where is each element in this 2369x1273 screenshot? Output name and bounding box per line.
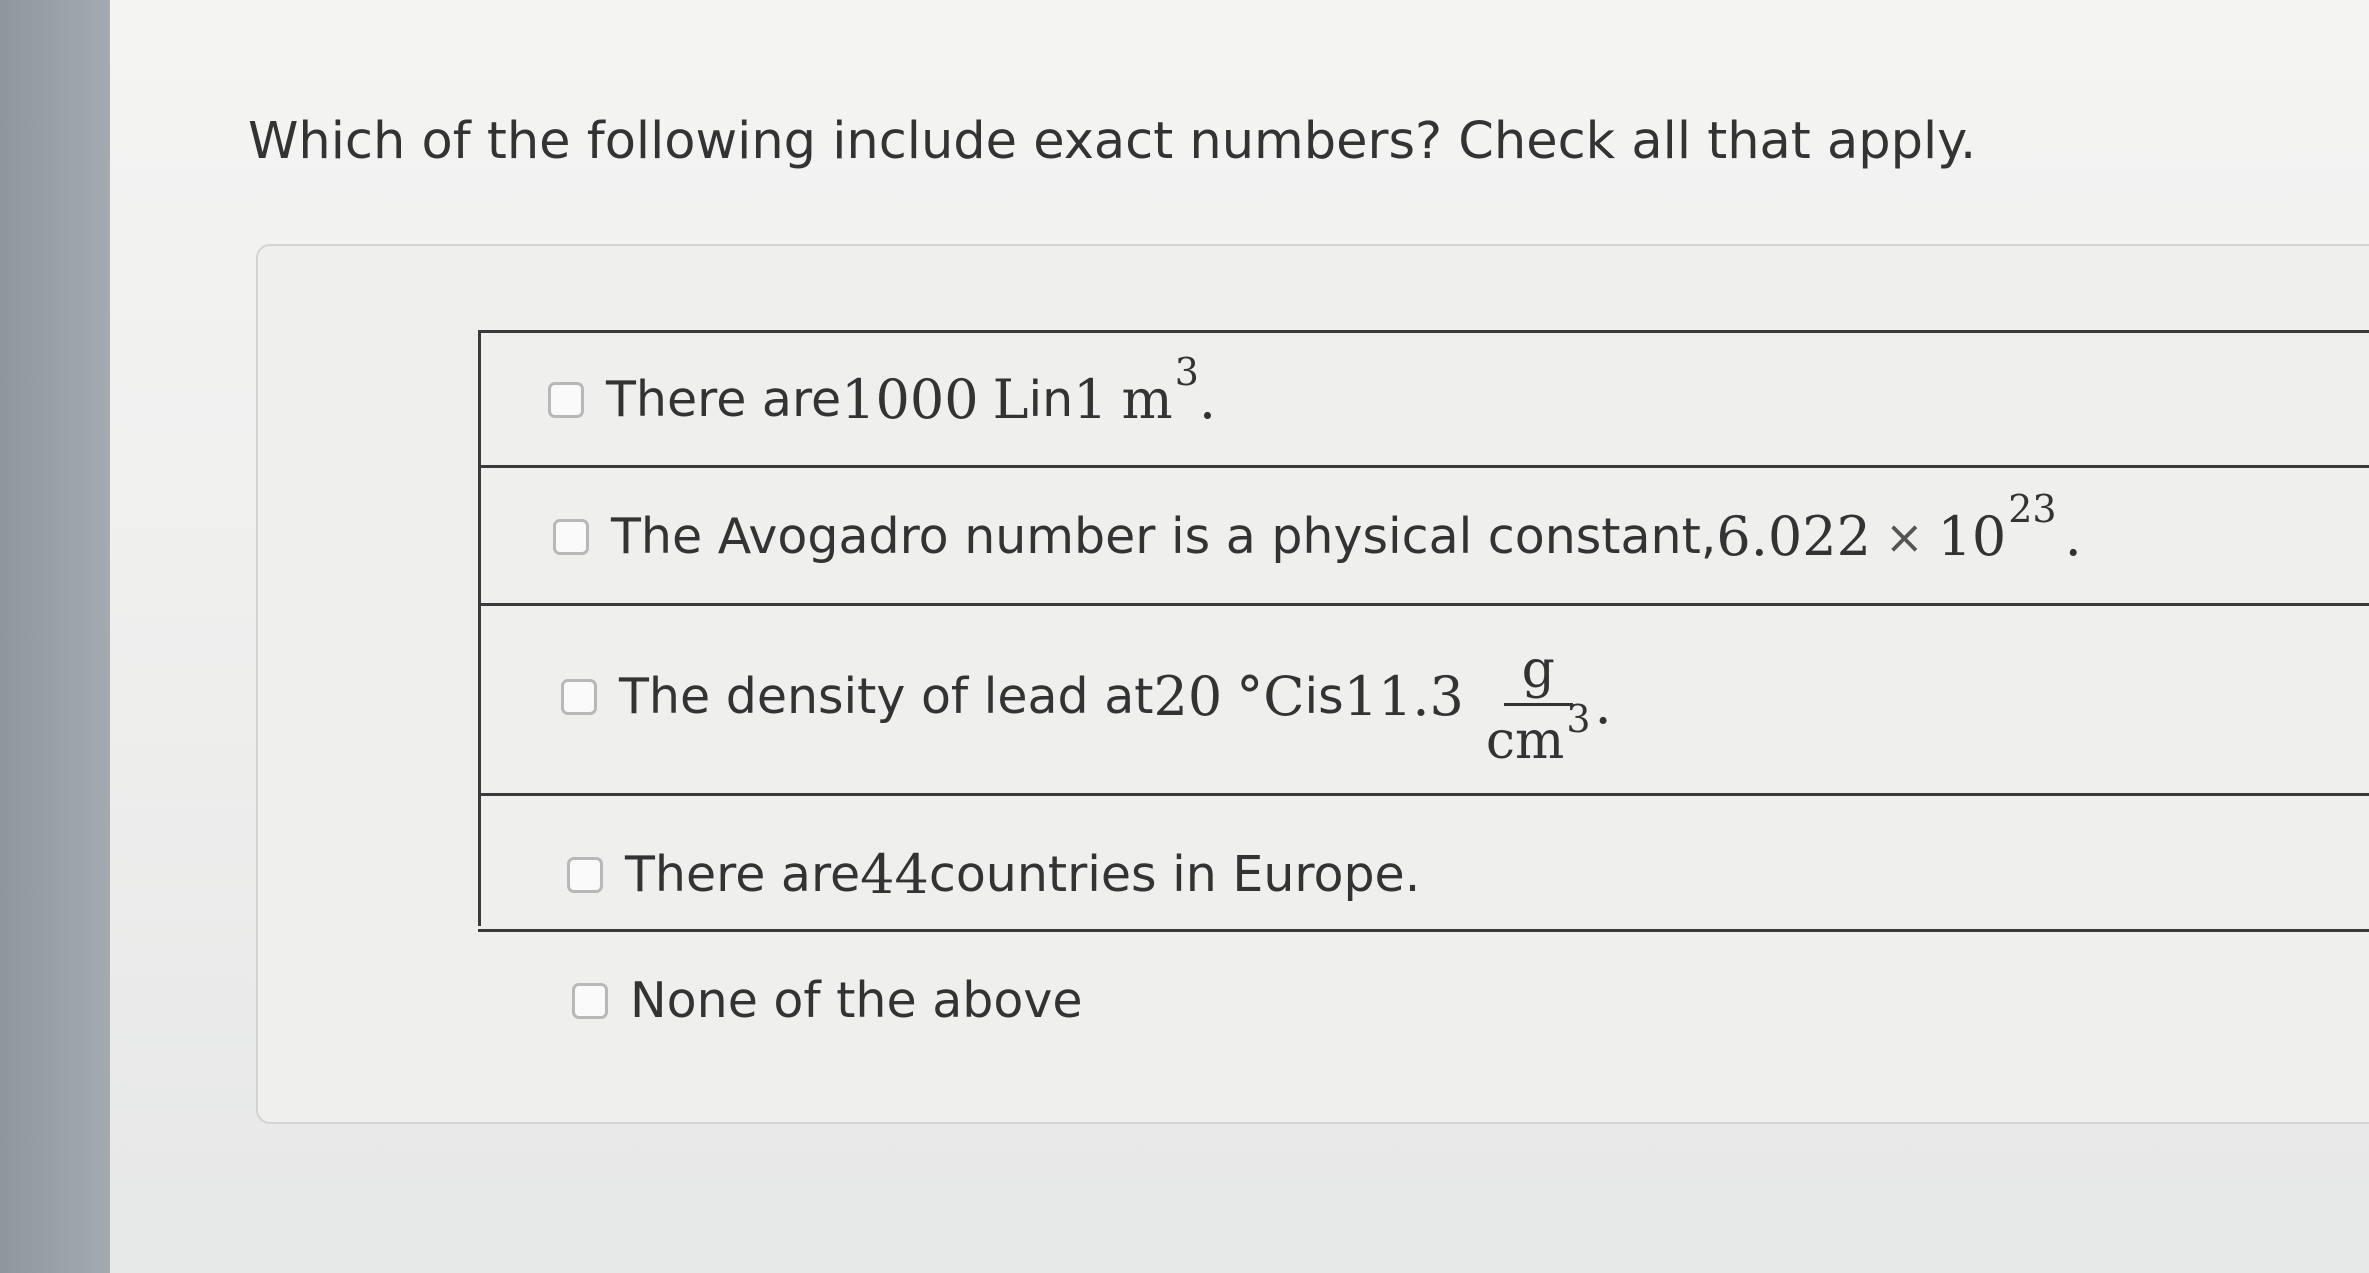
number: 10 bbox=[1937, 505, 2007, 568]
fraction-numerator: g bbox=[1504, 642, 1573, 706]
unit: cm bbox=[1485, 711, 1565, 772]
option-text: is bbox=[1304, 668, 1344, 726]
option-text: None of the above bbox=[630, 972, 1083, 1029]
option-text: countries in Europe. bbox=[928, 846, 1421, 903]
times-symbol: × bbox=[1884, 509, 1924, 564]
option-lead-density[interactable] bbox=[561, 632, 1612, 772]
number: 6.022 bbox=[1716, 505, 1871, 568]
period: . bbox=[2064, 505, 2082, 568]
option-1000-liters[interactable] bbox=[548, 349, 1217, 431]
fraction-denominator bbox=[1485, 697, 1591, 772]
unit: °C bbox=[1236, 665, 1305, 729]
option-avogadro[interactable] bbox=[553, 486, 2082, 568]
option-text: The density of lead at bbox=[619, 668, 1154, 726]
option-countries-europe[interactable] bbox=[567, 843, 1420, 906]
unit-fraction bbox=[1486, 642, 1591, 772]
number: 20 bbox=[1153, 665, 1223, 729]
checkbox[interactable] bbox=[553, 519, 589, 555]
question-text: Which of the following include exact numbers? Check all that apply. bbox=[248, 112, 1977, 171]
exponent: 3 bbox=[1566, 697, 1591, 742]
option-text: in bbox=[1028, 371, 1074, 428]
number: 44 bbox=[860, 843, 929, 906]
exponent: 3 bbox=[1174, 349, 1199, 394]
checkbox[interactable] bbox=[548, 382, 584, 418]
option-none-of-above[interactable] bbox=[572, 972, 1082, 1029]
period: . bbox=[1198, 368, 1217, 431]
unit: m bbox=[1121, 368, 1173, 431]
checkbox[interactable] bbox=[561, 679, 597, 715]
number: 11.3 bbox=[1343, 665, 1464, 729]
table-left-border bbox=[478, 330, 481, 926]
period: . bbox=[1594, 673, 1612, 737]
unit: L bbox=[992, 368, 1029, 431]
number: 1000 bbox=[841, 368, 979, 431]
checkbox[interactable] bbox=[572, 983, 608, 1019]
checkbox[interactable] bbox=[567, 857, 603, 893]
option-text: There are bbox=[625, 846, 861, 903]
number: 1 bbox=[1073, 368, 1108, 431]
option-text: The Avogadro number is a physical constant, bbox=[611, 508, 1717, 565]
option-text: There are bbox=[606, 371, 842, 428]
exponent: 23 bbox=[2008, 486, 2057, 531]
